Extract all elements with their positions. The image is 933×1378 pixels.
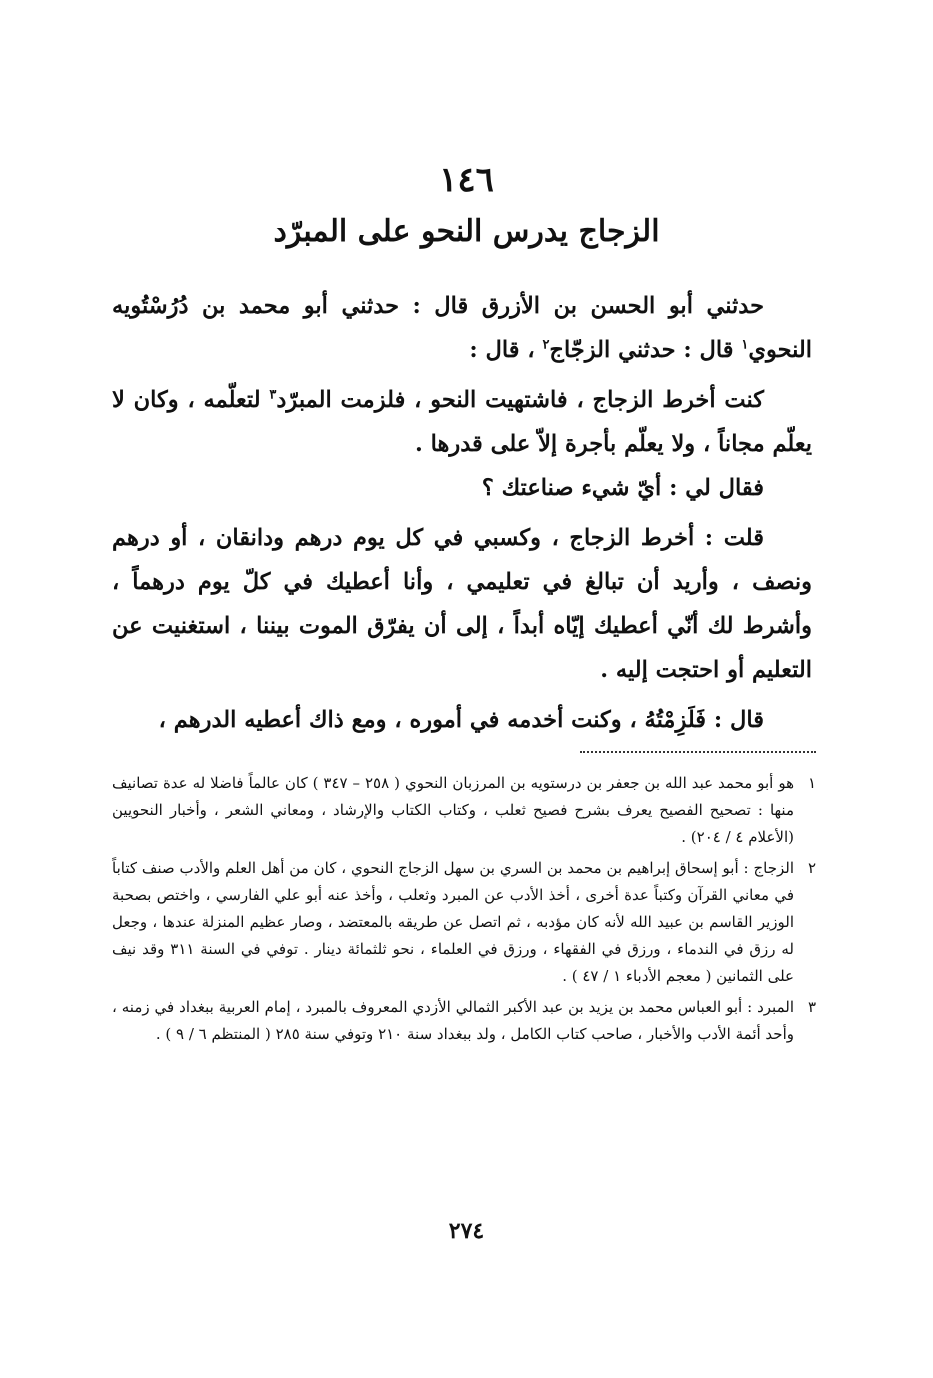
paragraph-narrative — [112, 378, 812, 466]
footnote-text: الزجاج : أبو إسحاق إبراهيم بن محمد بن السري بن سهل الزجاج النحوي ، كان من أهل العلم والأدب صنف كتاباً في معاني القرآن وكتباً عدة أخرى ، أخذ الأدب عن المبرد وثعلب ، وأخذ عنه أبو علي الفارسي ، واختص بصحبة الوزير القاسم بن عبيد الله لأنه كان مؤدبه ، ثم اتصل عن طريقه بالمعتضد ، وصار عظيم المنزلة عندها ، وجعل له رزق في الندماء ، ورزق في الفقهاء ، ورزق في العلماء ، نحو ثلثمائة دينار . توفي في السنة ٣١١ وقد نيف على الثمانين ( معجم الأدباء ١ / ٤٧ ) . — [112, 859, 794, 985]
body-text — [112, 284, 812, 742]
footnotes — [112, 770, 816, 1052]
paragraph-text: لتعلّمه ، وكان لا يعلّم مجاناً ، ولا يعلّم بأجرة إلاّ على قدرها . — [112, 387, 812, 457]
footnote — [112, 994, 816, 1048]
paragraph-text: قال : حدثني الزجّاج — [549, 337, 742, 363]
footnote-ref: ٣ — [269, 387, 277, 403]
paragraph-question: فقال لي : أيّ شيء صناعتك ؟ — [481, 475, 764, 501]
footnote-number: ٣ — [807, 998, 816, 1016]
paragraph-text: حدثني أبو الحسن بن الأزرق قال : حدثني أبو محمد بن دُرُسْتُويه النحوي — [112, 293, 812, 363]
footnote-text: المبرد : أبو العباس محمد بن يزيد بن عبد الأكبر الثمالي الأزدي المعروف بالمبرد ، إمام العربية ببغداد في زمنه ، وأحد أئمة الأدب والأخبار ، صاحب كتاب الكامل ، ولد ببغداد سنة ٢١٠ وتوفي سنة ٢٨٥ ( المنتظم ٦ / ٩ ) . — [112, 998, 794, 1043]
paragraph-text: ، قال : — [469, 337, 543, 363]
paragraph-conclusion: قال : فَلَزِمْتُهُ ، وكنت أخدمه في أموره ، ومع ذاك أعطيه الدرهم ، — [158, 707, 764, 733]
footnote-number: ١ — [807, 774, 816, 792]
footnote — [112, 770, 816, 851]
footnote-divider — [580, 751, 816, 753]
page-number: ٢٧٤ — [448, 1218, 485, 1244]
paragraph-answer: قلت : أخرط الزجاج ، وكسبي في كل يوم درهم ودانقان ، أو درهم ونصف ، وأريد أن تبالغ في تعليمي ، وأنا أعطيك في كلّ يوم درهماً ، وأشرط لك أنّي أعطيك إيّاه أبداً ، إلى أن يفرّق الموت بيننا ، استغنيت عن التعليم أو احتجت إليه . — [112, 525, 812, 683]
paragraph-text: كنت أخرط الزجاج ، فاشتهيت النحو ، فلزمت المبرّد — [276, 387, 764, 413]
story-number: ١٤٦ — [439, 160, 494, 200]
footnote-ref: ١ — [741, 337, 749, 353]
footnote-text: هو أبو محمد عبد الله بن جعفر بن درستويه بن المرزبان النحوي ( ٢٥٨ – ٣٤٧ ) كان عالماً فاضلا له عدة تصانيف منها : تصحيح الفصيح يعرف بشرح فصيح ثعلب ، وكتاب الكتاب والإرشاد ، ومعاني الشعر ، وأخبار النحويين (الأعلام ٤ / ٢٠٤) . — [112, 774, 794, 846]
story-title: الزجاج يدرس النحو على المبرّد — [273, 214, 660, 249]
footnote-ref: ٢ — [542, 337, 550, 353]
footnote-number: ٢ — [807, 859, 816, 877]
paragraph-isnad — [112, 284, 812, 372]
footnote — [112, 855, 816, 990]
